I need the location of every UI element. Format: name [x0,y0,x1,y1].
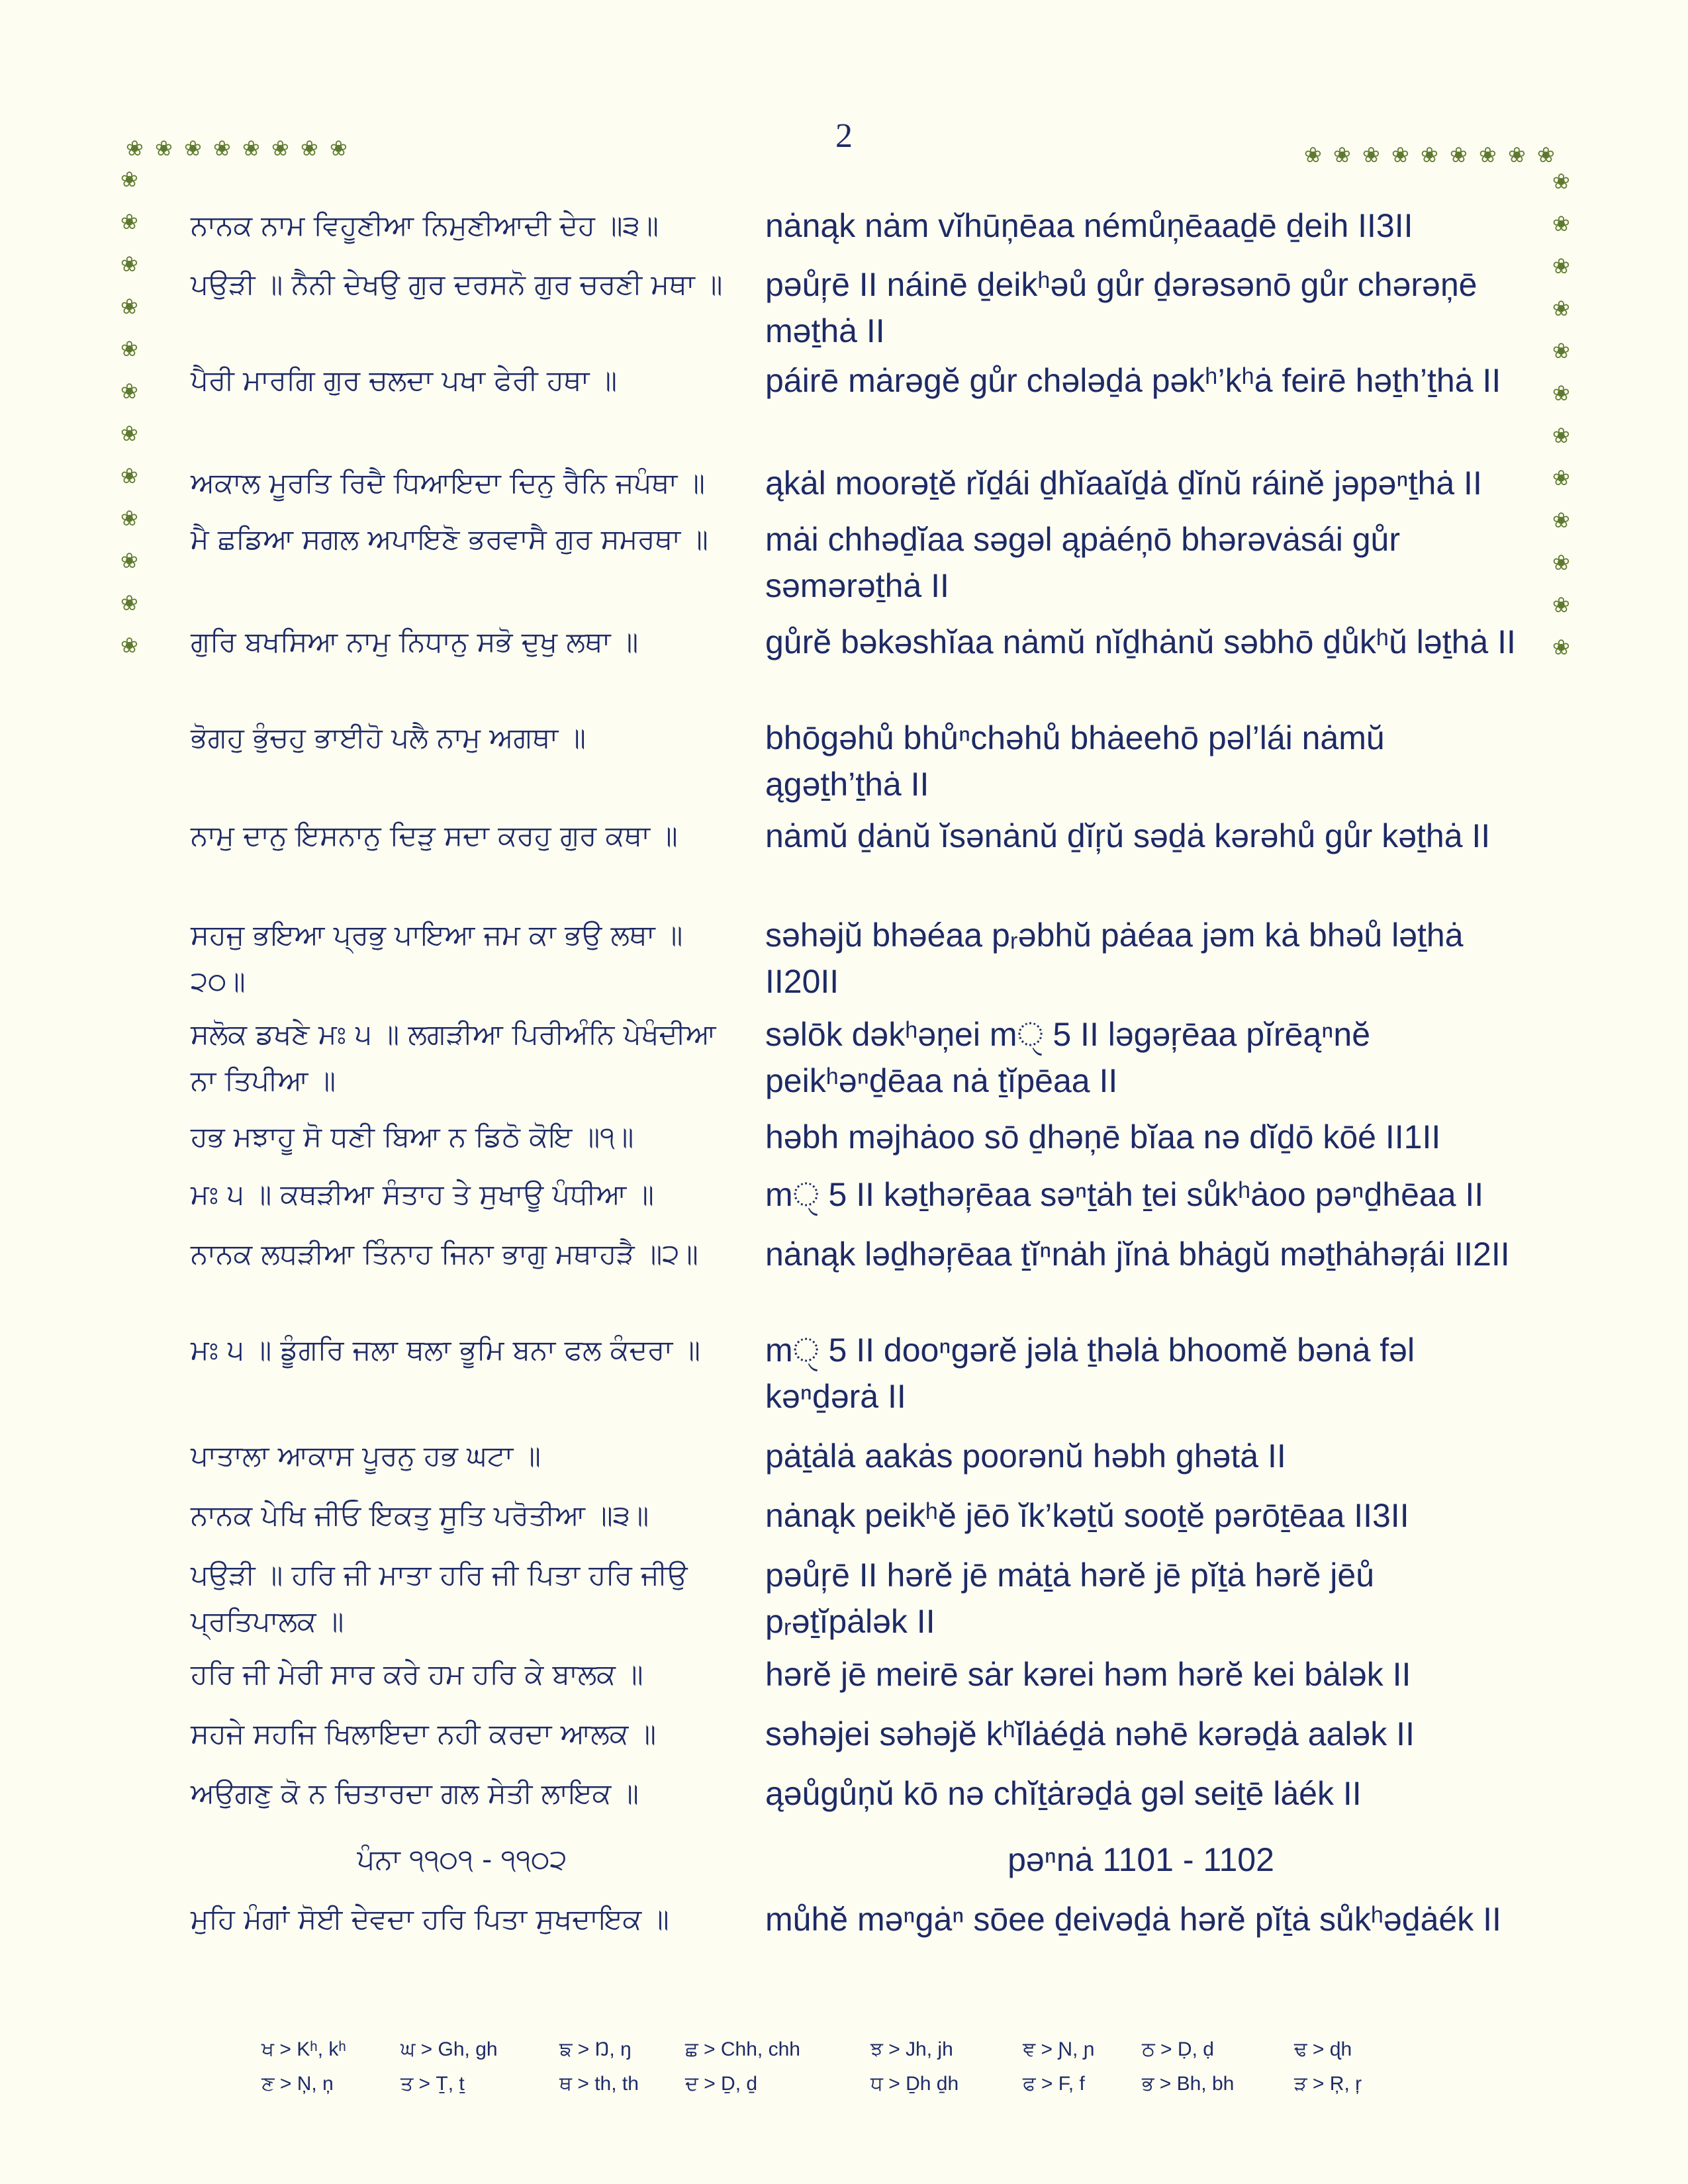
rosette-icon: ❀ [1552,296,1570,321]
transliteration-line: pəůŗē II hərĕ jē mȧṯȧ hərĕ jē pĭṯȧ hərĕ jēů pᵣəṯĭpȧlək II [765,1557,1375,1640]
page-range-gurmukhi: ਪੰਨਾ ੧੧੦੧ - ੧੧੦੨ [357,1843,567,1876]
transliteration-line: mȧi chhəḏĭaa səgəl ąpȧéņō bhərəvȧsái gůr səmərəṯhȧ II [765,521,1401,604]
rosette-icon: ❀ [155,136,173,161]
rosette-icon: ❀ [120,167,138,192]
transliteration-line: səlōk dəkʰəņei mੑ 5 II ləgəŗēaa pĭrēąⁿnĕ peikʰəⁿḏēaa nȧ ṯĭpēaa II [765,1016,1371,1099]
legend-entry: ਖ > Kʰ, kʰ [261,2038,346,2060]
gurmukhi-line: ਪਉੜੀ ॥ ਹਰਿ ਜੀ ਮਾਤਾ ਹਰਿ ਜੀ ਪਿਤਾ ਹਰਿ ਜੀਉ ਪ੍ਰਤਿਪਾਲਕ ॥ [191,1559,688,1637]
rosette-icon: ❀ [1552,211,1570,236]
rosette-icon: ❀ [242,136,260,161]
rosette-icon: ❀ [120,633,138,658]
rosette-icon: ❀ [1304,142,1322,167]
rosette-icon: ❀ [1552,635,1570,660]
rosette-icon: ❀ [120,506,138,531]
rosette-icon: ❀ [120,590,138,615]
gurmukhi-line: ਪਾਤਾਲਾ ਆਕਾਸ ਪੂਰਨੁ ਹਭ ਘਟਾ ॥ [191,1439,541,1472]
transliteration-line: gůrĕ bəkəshĭaa nȧmŭ nĭḏhȧnŭ səbhō ḏůkʰŭ ləṯhȧ II [765,623,1516,660]
transliteration-line: nȧnąk nȧm vĭhūņēaa némůņēaaḏē ḏeih II3II [765,207,1413,244]
transliteration-line: səhəjŭ bhəéaa pᵣəbhŭ pȧéaa jəm kȧ bhəů ləṯhȧ II20II [765,917,1464,1000]
transliteration-line: səhəjei səhəjĕ kʰĭlȧéḏȧ nəhē kərəḏȧ aalək II [765,1715,1415,1752]
transliteration-line: nȧnąk ləḏhəŗēaa ṯĭⁿnȧh jĭnȧ bhȧgŭ məṯhȧhəŗái II2II [765,1236,1510,1273]
gurmukhi-line: ਅਉਗਣੁ ਕੋ ਨ ਚਿਤਾਰਦਾ ਗਲ ਸੇਤੀ ਲਾਇਕ ॥ [191,1777,639,1809]
rosette-icon: ❀ [301,136,318,161]
transliteration-line: mੑ 5 II dooⁿgərĕ jəlȧ ṯhəlȧ bhoomĕ bənȧ fəl kəⁿḏərȧ II [765,1332,1415,1415]
rosette-icon: ❀ [1508,142,1526,167]
legend-entry: ਙ > Ŋ, ŋ [559,2038,632,2060]
rosette-icon: ❀ [1333,142,1351,167]
gurmukhi-line: ਪਉੜੀ ॥ ਨੈਨੀ ਦੇਖਉ ਗੁਰ ਦਰਸਨੋ ਗੁਰ ਚਰਣੀ ਮਥਾ ॥ [191,268,723,300]
rosette-icon: ❀ [126,136,144,161]
gurmukhi-line: ਮੈ ਛਡਿਆ ਸਗਲ ਅਪਾਇਣੋ ਭਰਵਾਸੈ ਗੁਰ ਸਮਰਥਾ ॥ [191,523,708,555]
rosette-icon: ❀ [213,136,231,161]
transliteration-line: ąkȧl moorəṯĕ rĭḏái ḏhĭaaĭḏȧ ḏĭnŭ ráinĕ jəpəⁿṯhȧ II [765,465,1482,502]
rosette-icon: ❀ [1552,592,1570,617]
rosette-icon: ❀ [1421,142,1438,167]
rosette-icon: ❀ [1552,465,1570,490]
rosette-icon: ❀ [184,136,202,161]
transliteration-line: můhĕ məⁿgȧⁿ sōee ḏeivəḏȧ hərĕ pĭṯȧ sůkʰəḏȧék II [765,1901,1501,1938]
rosette-icon: ❀ [120,209,138,234]
rosette-icon: ❀ [1552,338,1570,363]
legend-entry: ਧ > Ḏh ḏh [870,2073,959,2095]
gurmukhi-line: ਨਾਨਕ ਪੇਖਿ ਜੀਓ ਇਕਤੁ ਸੂਤਿ ਪਰੋਤੀਆ ॥੩॥ [191,1499,649,1531]
rosette-icon: ❀ [1362,142,1380,167]
legend-entry: ਢ > ɖh [1294,2038,1352,2060]
gurmukhi-line: ਅਕਾਲ ਮੂਰਤਿ ਰਿਦੈ ਧਿਆਇਦਾ ਦਿਨੁ ਰੈਨਿ ਜਪੰਥਾ ॥ [191,467,705,499]
transliteration-line: hərĕ jē meirē sȧr kərei həm hərĕ kei bȧlək II [765,1656,1411,1693]
legend-entry: ਣ > Ņ, ņ [261,2073,334,2095]
rosette-icon: ❀ [120,379,138,404]
gurmukhi-line: ਸਲੋਕ ਡਖਣੇ ਮਃ ੫ ॥ ਲਗੜੀਆ ਪਿਰੀਅੰਨਿ ਪੇਖੰਦੀਆ ਨਾ ਤਿਪੀਆ ॥ [191,1018,716,1097]
rosette-icon: ❀ [1552,169,1570,194]
rosette-icon: ❀ [120,336,138,361]
gurmukhi-line: ਗੁਰਿ ਬਖਸਿਆ ਨਾਮੁ ਨਿਧਾਨੁ ਸਭੋ ਦੁਖੁ ਲਥਾ ॥ [191,625,639,658]
legend-entry: ਝ > Jh, jh [870,2038,953,2060]
gurmukhi-line: ਹਰਿ ਜੀ ਮੇਰੀ ਸਾਰ ਕਰੇ ਹਮ ਹਰਿ ਕੇ ਬਾਲਕ ॥ [191,1658,643,1690]
rosette-icon: ❀ [1391,142,1409,167]
transliteration-line: ąəůgůņŭ kō nə chĭṯȧrəḏȧ gəl seiṯē lȧék II [765,1775,1362,1812]
gurmukhi-line: ਨਾਮੁ ਦਾਨੁ ਇਸਨਾਨੁ ਦਿੜੁ ਸਦਾ ਕਰਹੁ ਗੁਰ ਕਥਾ ॥ [191,819,678,852]
transliteration-line: nȧmŭ ḏȧnŭ ĭsənȧnŭ ḏĭŗŭ səḏȧ kərəhů gůr kəṯhȧ II [765,817,1491,854]
gurmukhi-line: ਸਹਜੇ ਸਹਜਿ ਖਿਲਾਇਦਾ ਨਹੀ ਕਰਦਾ ਆਲਕ ॥ [191,1717,657,1750]
gurmukhi-line: ਮਃ ੫ ॥ ਡੂੰਗਰਿ ਜਲਾ ਥਲਾ ਭੂਮਿ ਬਨਾ ਫਲ ਕੰਦਰਾ ॥ [191,1334,700,1366]
legend-entry: ਦ > Ḏ, ḏ [685,2073,758,2095]
rosette-icon: ❀ [120,548,138,573]
rosette-icon: ❀ [1552,550,1570,575]
transliteration-line: həbh məjhȧoo sō ḏhəņē bĭaa nə dĭḏō kōé II1II [765,1118,1441,1156]
transliteration-line: pȧṯȧlȧ aakȧs poorənŭ həbh ghətȧ II [765,1437,1286,1475]
gurmukhi-line: ਮਃ ੫ ॥ ਕਥੜੀਆ ਸੰਤਾਹ ਤੇ ਸੁਖਾਊ ਪੰਧੀਆ ॥ [191,1178,654,1210]
gurmukhi-line: ਮੁਹਿ ਮੰਗਾਂ ਸੋਈ ਦੇਵਦਾ ਹਰਿ ਪਿਤਾ ਸੁਖਦਾਇਕ ॥ [191,1903,669,1935]
transliteration-line: bhōgəhů bhůⁿchəhů bhȧeehō pəl’lái nȧmŭ ągəṯh’ṯhȧ II [765,719,1385,803]
rosette-icon: ❀ [1552,381,1570,406]
page-number: 2 [835,117,853,155]
rosette-icon: ❀ [330,136,348,161]
gurmukhi-line: ਸਹਜੁ ਭਇਆ ਪ੍ਰਭੁ ਪਾਇਆ ਜਮ ਕਾ ਭਉ ਲਥਾ ॥੨੦॥ [191,919,683,997]
rosette-icon: ❀ [271,136,289,161]
rosette-icon: ❀ [1552,253,1570,279]
legend-entry: ਫ > F, f [1023,2073,1085,2095]
gurmukhi-line: ਭੋਗਹੁ ਭੁੰਚਹੁ ਭਾਈਹੋ ਪਲੈ ਨਾਮੁ ਅਗਥਾ ॥ [191,721,586,754]
rosette-icon: ❀ [120,463,138,488]
legend-entry: ੜ > Ŗ, ŗ [1294,2073,1362,2095]
gurmukhi-line: ਪੈਰੀ ਮਾਰਗਿ ਗੁਰ ਚਲਦਾ ਪਖਾ ਫੇਰੀ ਹਥਾ ॥ [191,364,618,396]
rosette-icon: ❀ [1479,142,1497,167]
gurmukhi-line: ਨਾਨਕ ਲਧੜੀਆ ਤਿੰਨਾਹ ਜਿਨਾ ਭਾਗੁ ਮਥਾਹੜੈ ॥੨॥ [191,1238,698,1270]
legend-entry: ਠ > Ḍ, ḍ [1142,2038,1214,2060]
rosette-icon: ❀ [1552,508,1570,533]
gurmukhi-line: ਹਭ ਮਝਾਹੂ ਸੋ ਧਣੀ ਬਿਆ ਨ ਡਿਠੋ ਕੋਇ ॥੧॥ [191,1120,634,1153]
rosette-icon: ❀ [120,251,138,277]
rosette-icon: ❀ [1552,423,1570,448]
page-range-translit: pəⁿnȧ 1101 - 1102 [1008,1841,1274,1878]
rosette-icon: ❀ [1537,142,1555,167]
legend-entry: ਞ > Ɲ, ɲ [1023,2038,1095,2060]
rosette-icon: ❀ [120,294,138,319]
legend-entry: ਛ > Chh, chh [685,2038,800,2060]
legend-entry: ਥ > th, th [559,2073,639,2095]
legend-entry: ਭ > Bh, bh [1142,2073,1235,2095]
gurmukhi-line: ਨਾਨਕ ਨਾਮ ਵਿਹੂਣੀਆ ਨਿਮੁਣੀਆਦੀ ਦੇਹ ॥੩॥ [191,209,659,242]
transliteration-line: pəůŗē II náinē ḏeikʰəů gůr ḏərəsənō gůr chərəņē məṯhȧ II [765,266,1477,349]
transliteration-line: nȧnąk peikʰĕ jēō ĭk’kəṯŭ sooṯĕ pərōṯēaa II3II [765,1497,1409,1534]
transliteration-line: páirē mȧrəgĕ gůr chələḏȧ pəkʰ’kʰȧ feirē həṯh’ṯhȧ II [765,362,1501,399]
transliteration-line: mੑ 5 II kəṯhəŗēaa səⁿṯȧh ṯei sůkʰȧoo pəⁿḏhēaa II [765,1176,1484,1213]
rosette-icon: ❀ [120,421,138,446]
legend-entry: ਤ > Ṯ, ṯ [400,2073,465,2095]
rosette-icon: ❀ [1450,142,1468,167]
legend-entry: ਘ > Gh, gh [400,2038,498,2060]
